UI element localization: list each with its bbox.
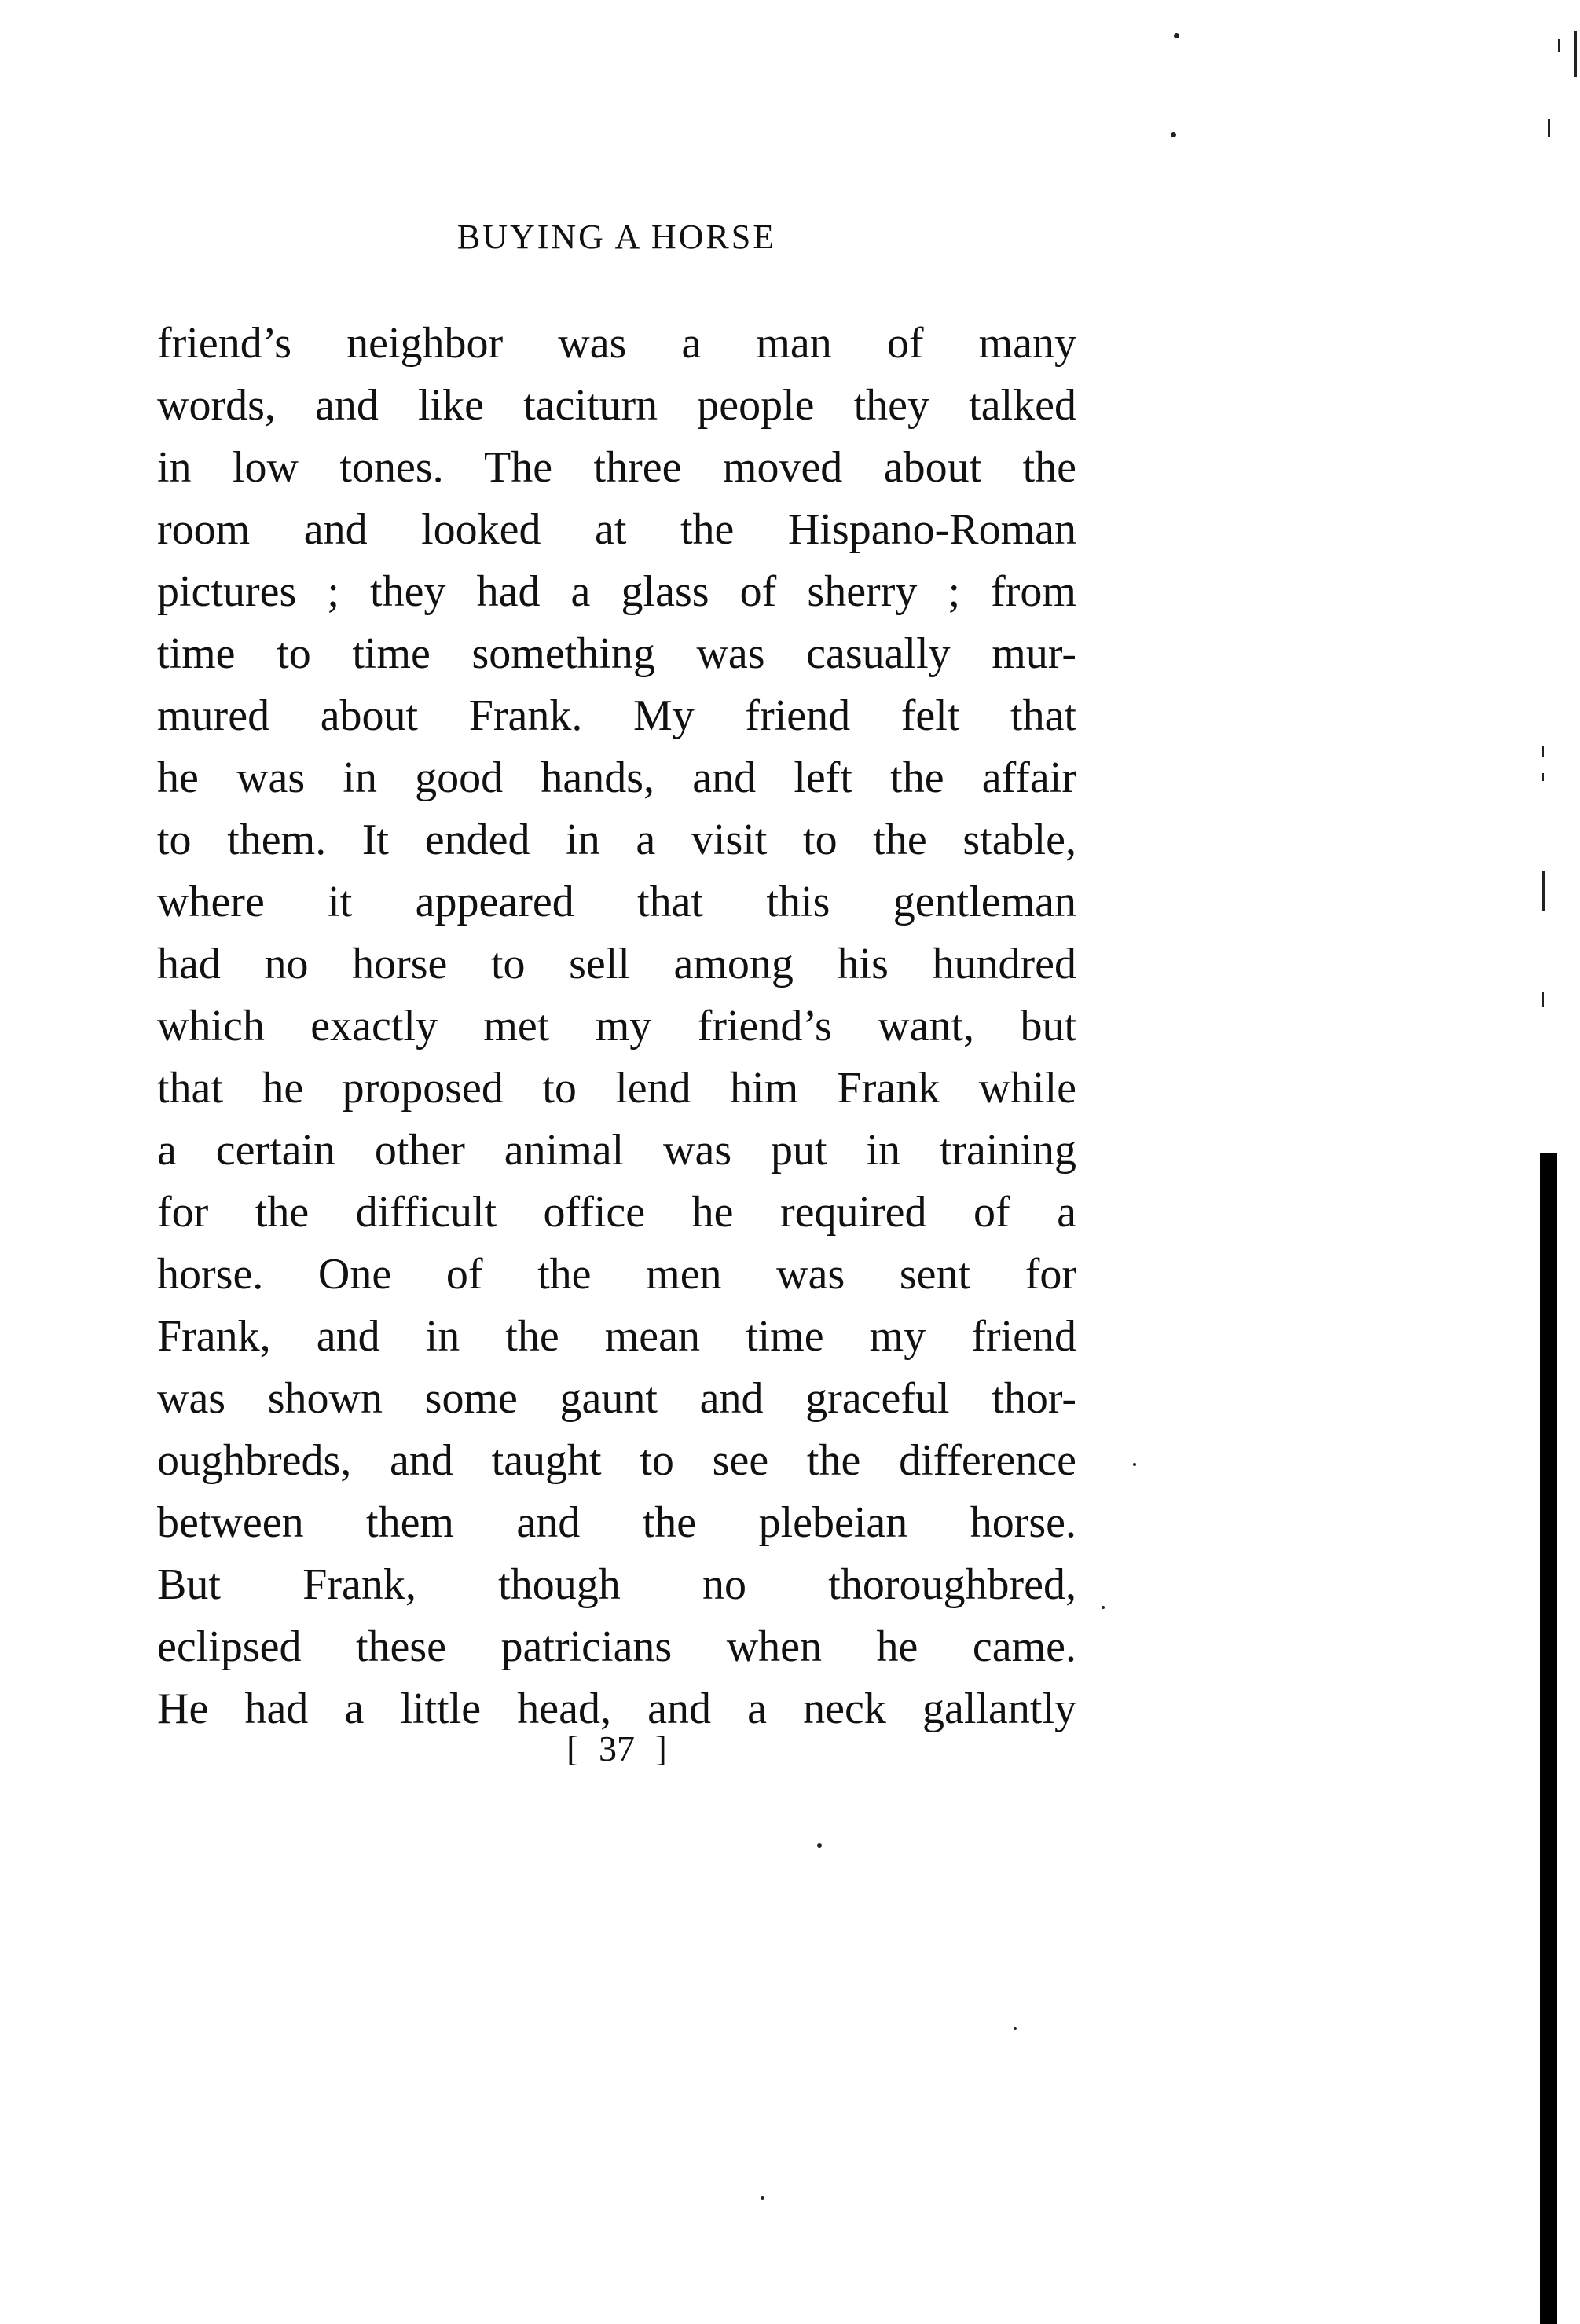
text-line: between them and the plebeian horse. [157, 1498, 1076, 1547]
text-line: pictures ; they had a glass of sherry ; from [157, 567, 1076, 616]
text-line: a certain other animal was put in training [157, 1126, 1076, 1175]
text-line: in low tones. The three moved about the [157, 443, 1076, 492]
scan-mark [1542, 992, 1544, 1007]
text-line: he was in good hands, and left the affair [157, 753, 1076, 802]
scan-mark [1574, 31, 1577, 77]
text-line: to them. It ended in a visit to the stable, [157, 816, 1076, 864]
text-line: Frank, and in the mean time my friend [157, 1312, 1076, 1361]
scan-speck [761, 2196, 764, 2200]
scan-mark [1542, 746, 1544, 757]
text-line: friend’s neighbor was a man of many [157, 319, 1076, 368]
text-line: eclipsed these patricians when he came. [157, 1622, 1076, 1671]
scan-mark [1548, 119, 1550, 137]
text-line: words, and like taciturn people they talked [157, 381, 1076, 430]
text-line: mured about Frank. My friend felt that [157, 691, 1076, 740]
scan-speck [1133, 1463, 1136, 1466]
text-line: room and looked at the Hispano-Roman [157, 505, 1076, 554]
text-line: time to time something was casually mur- [157, 629, 1076, 678]
text-line: was shown some gaunt and graceful thor- [157, 1374, 1076, 1423]
text-line: where it appeared that this gentleman [157, 878, 1076, 926]
body-text [157, 313, 1076, 1740]
scan-mark [1542, 871, 1545, 911]
text-line: which exactly met my friend’s want, but [157, 1002, 1076, 1050]
text-line: horse. One of the men was sent for [157, 1250, 1076, 1299]
text-line: But Frank, though no thoroughbred, [157, 1560, 1076, 1609]
scan-speck [1102, 1606, 1105, 1609]
text-line: for the difficult office he required of a [157, 1188, 1076, 1237]
page-number: [ 37 ] [566, 1728, 667, 1769]
text-line: that he proposed to lend him Frank while [157, 1064, 1076, 1113]
text-line: oughbreds, and taught to see the difference [157, 1436, 1076, 1485]
scan-speck [1014, 2027, 1017, 2030]
scan-mark [1542, 773, 1544, 781]
scan-mark [1558, 39, 1560, 52]
text-line: He had a little head, and a neck gallantly [157, 1684, 1076, 1733]
scan-edge-shadow [1540, 1153, 1557, 2324]
scan-speck [1171, 132, 1176, 137]
scan-speck [1174, 33, 1179, 38]
scan-speck [817, 1843, 822, 1848]
running-head: BUYING A HORSE [456, 218, 777, 256]
text-line: had no horse to sell among his hundred [157, 940, 1076, 988]
